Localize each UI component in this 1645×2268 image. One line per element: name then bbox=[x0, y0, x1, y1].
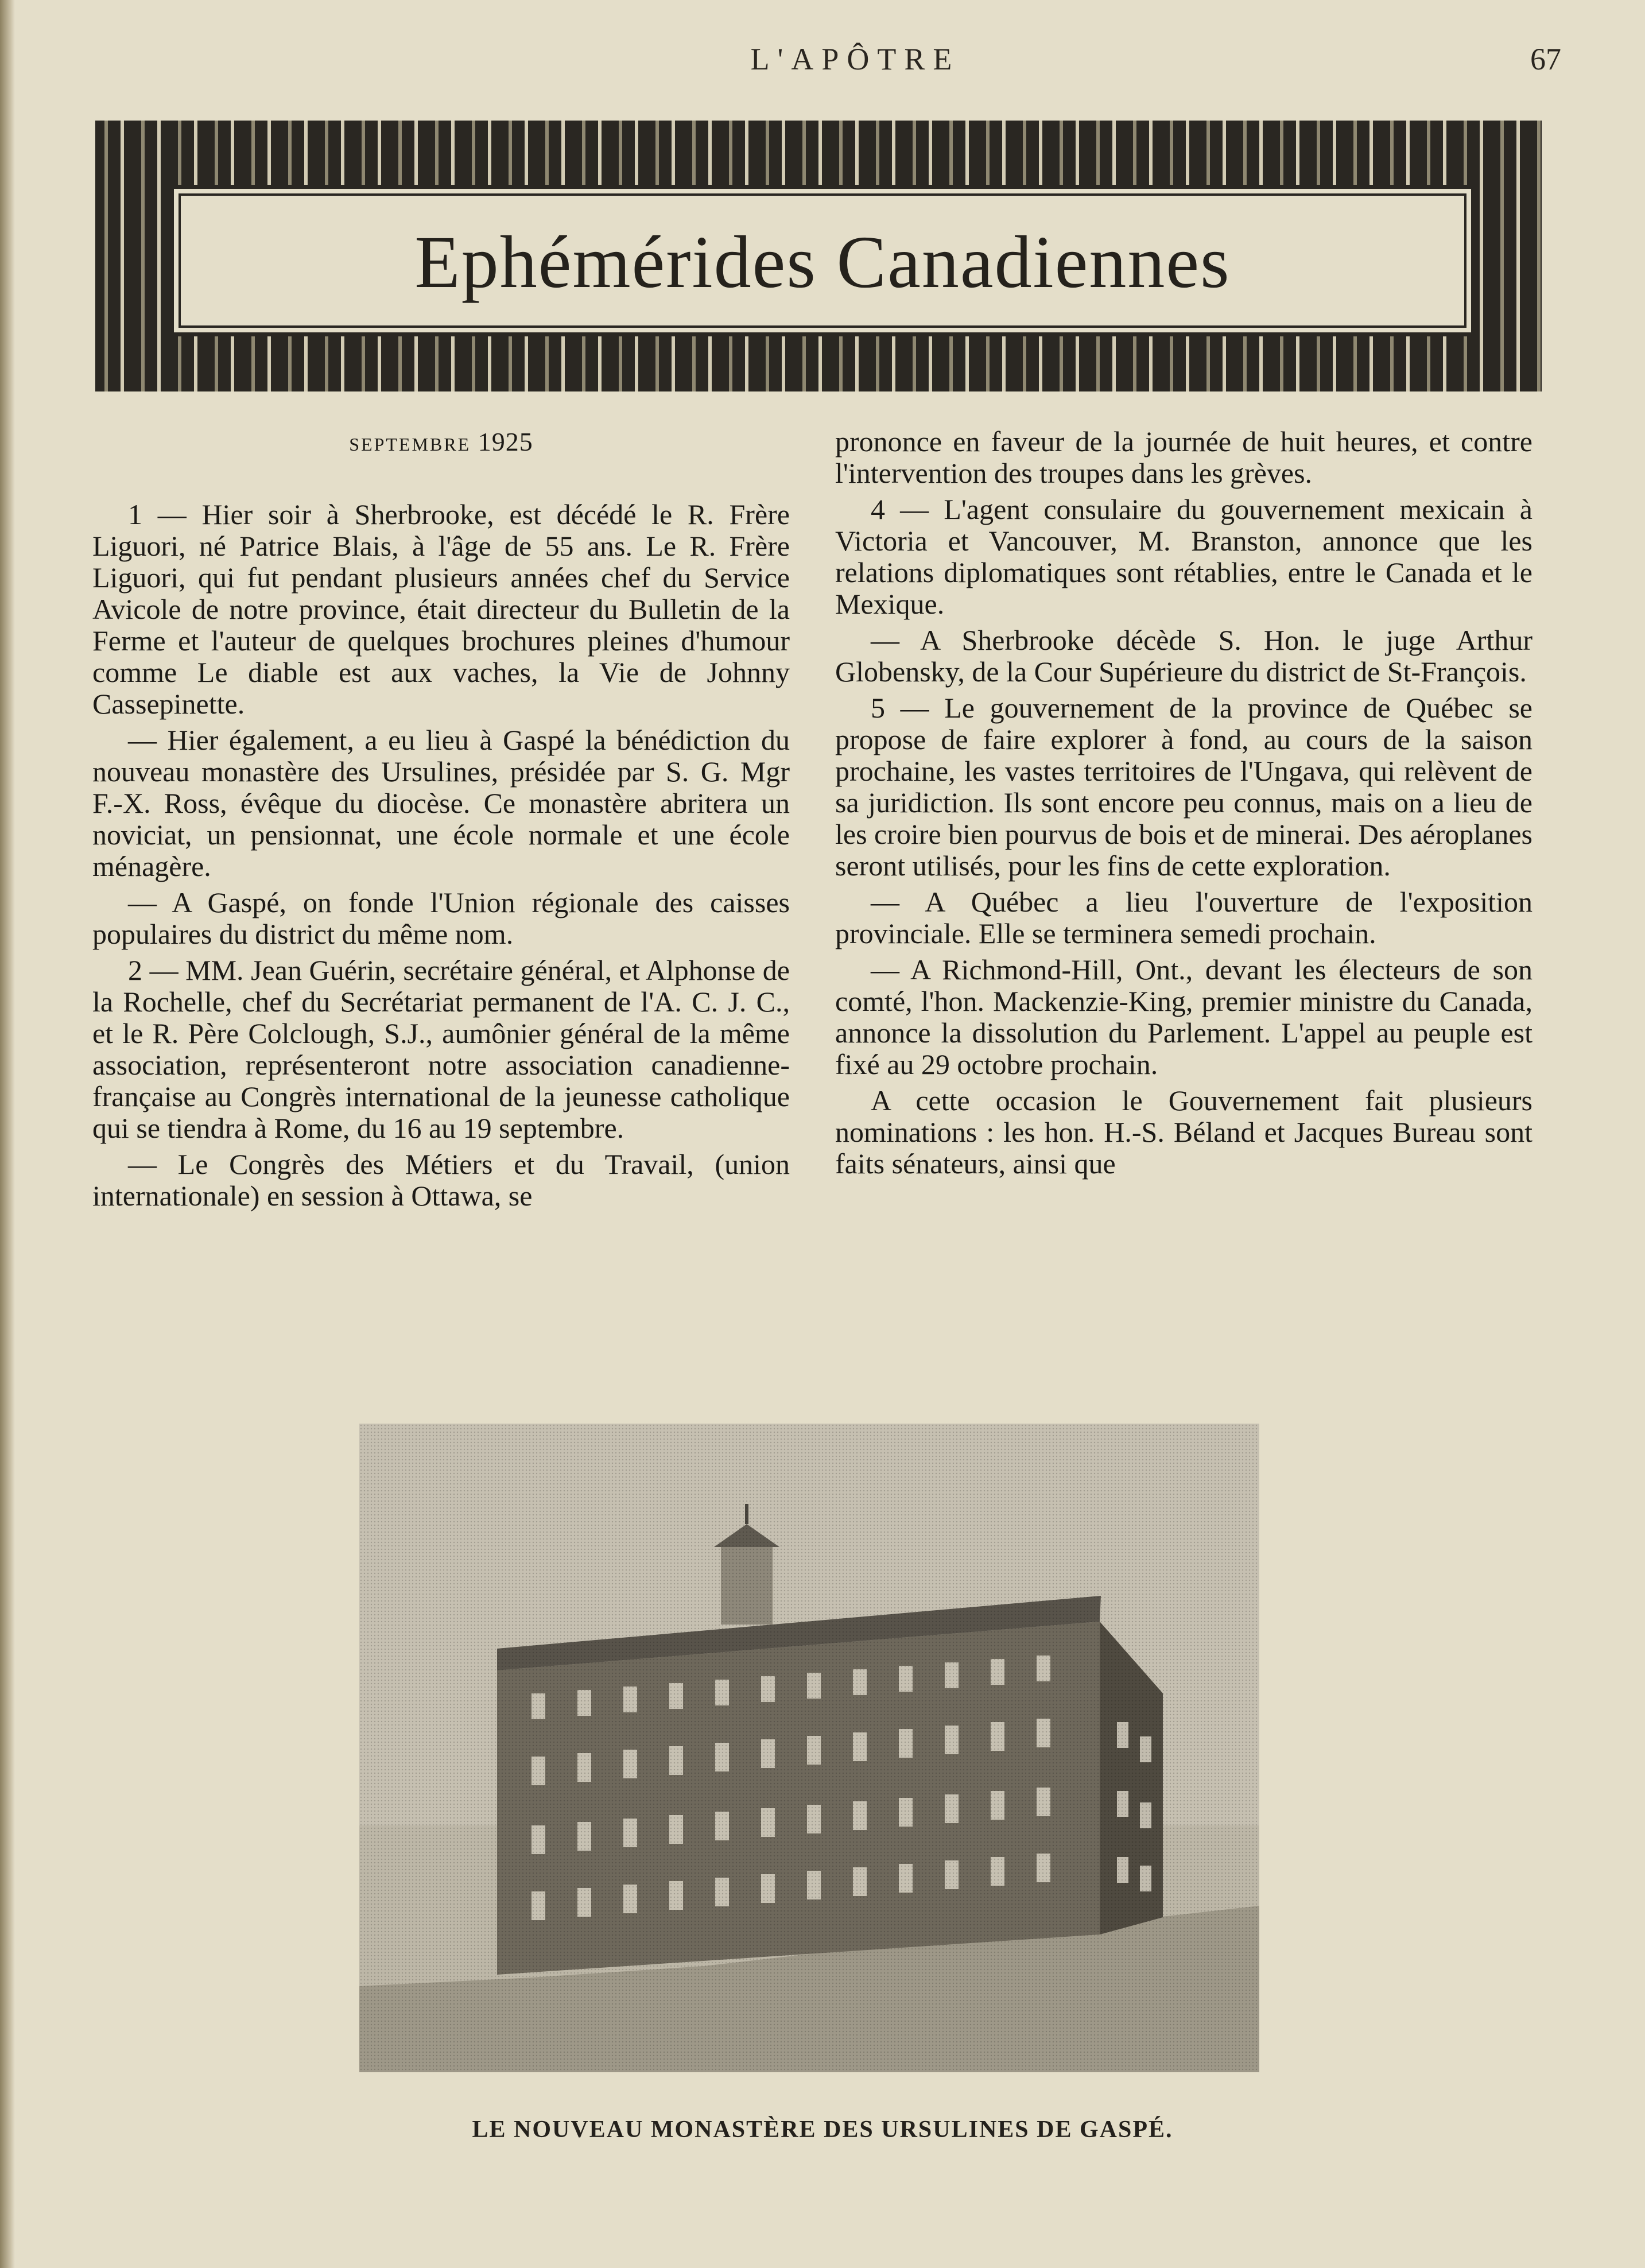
masthead-title: Ephémérides Canadiennes bbox=[414, 221, 1231, 304]
monastery-building-illustration bbox=[359, 1424, 1259, 2072]
entry-paragraph: — A Gaspé, on fonde l'Union régionale des caisses populaires du district du même nom. bbox=[92, 886, 790, 950]
masthead-title-box bbox=[170, 185, 1475, 336]
entry-paragraph: — A Sherbrooke décède S. Hon. le juge Arthur Globensky, de la Cour Supérieure du district de St-François. bbox=[835, 624, 1533, 688]
page-number: 67 bbox=[1530, 42, 1561, 76]
month-name: septembre bbox=[349, 427, 471, 456]
entry-paragraph: — A Québec a lieu l'ouverture de l'exposition provinciale. Elle se terminera semedi prochain. bbox=[835, 886, 1533, 949]
entry-paragraph: — A Richmond-Hill, Ont., devant les électeurs de son comté, l'hon. Mackenzie-King, premier ministre du Canada, annonce la dissolution du Parlement. L'appel au peuple est fixé au 29 octobre prochain. bbox=[835, 953, 1533, 1080]
right-column bbox=[835, 426, 1533, 1184]
month-heading bbox=[92, 426, 790, 458]
masthead-ornamental-frame bbox=[95, 121, 1542, 391]
page-edge-shadow bbox=[0, 0, 15, 2268]
running-head bbox=[0, 41, 1645, 82]
monastery-photo bbox=[359, 1424, 1259, 2072]
entry-paragraph: A cette occasion le Gouvernement fait plusieurs nominations : les hon. H.-S. Béland et Jacques Bureau sont faits sénateurs, ainsi que bbox=[835, 1084, 1533, 1180]
entry-paragraph: 4 — L'agent consulaire du gouvernement mexicain à Victoria et Vancouver, M. Branston, annonce que les relations diplomatiques sont rétablies, entre le Canada et le Mexique. bbox=[835, 493, 1533, 620]
entry-paragraph: — Hier également, a eu lieu à Gaspé la bénédiction du nouveau monastère des Ursulines, présidée par S. G. Mgr F.-X. Ross, évêque du diocèse. Ce monastère abritera un noviciat, un pensionnat, une école normale et une école ménagère. bbox=[92, 724, 790, 882]
photo-caption: LE NOUVEAU MONASTÈRE DES URSULINES DE GASPÉ. bbox=[472, 2116, 1173, 2143]
entry-paragraph-continued: prononce en faveur de la journée de huit heures, et contre l'intervention des troupes dans les grèves. bbox=[835, 425, 1533, 489]
entry-paragraph: 2 — MM. Jean Guérin, secrétaire général, et Alphonse de la Rochelle, chef du Secrétariat permanent de l'A. C. J. C., et le R. Père Colclough, S.J., aumônier général de la même association, représenteront notre association canadienne-française au Congrès international de la jeunesse catholique qui se tiendra à Rome, du 16 au 19 septembre. bbox=[92, 954, 790, 1144]
month-year: 1925 bbox=[478, 427, 533, 456]
entry-paragraph: — Le Congrès des Métiers et du Travail, (union internationale) en session à Ottawa, se bbox=[92, 1148, 790, 1212]
left-column bbox=[92, 426, 790, 1216]
entry-paragraph: 5 — Le gouvernement de la province de Québec se propose de faire explorer à fond, au cours de la saison prochaine, les vastes territoires de l'Ungava, qui relèvent de sa juridiction. Ils sont encore peu connus, mais on a lieu de les croire bien pourvus de bois et de minerai. Des aéroplanes seront utilisés, pour les fins de cette exploration. bbox=[835, 692, 1533, 882]
running-title: L'APÔTRE bbox=[750, 42, 960, 76]
entry-paragraph: 1 — Hier soir à Sherbrooke, est décédé le R. Frère Liguori, né Patrice Blais, à l'âge de 55 ans. Le R. Frère Liguori, qui fut pendant plusieurs années chef du Service Avicole de notre province, était directeur du Bulletin de la Ferme et l'auteur de quelques brochures pleines d'humour comme Le diable est aux vaches, la Vie de Johnny Cassepinette. bbox=[92, 498, 790, 720]
